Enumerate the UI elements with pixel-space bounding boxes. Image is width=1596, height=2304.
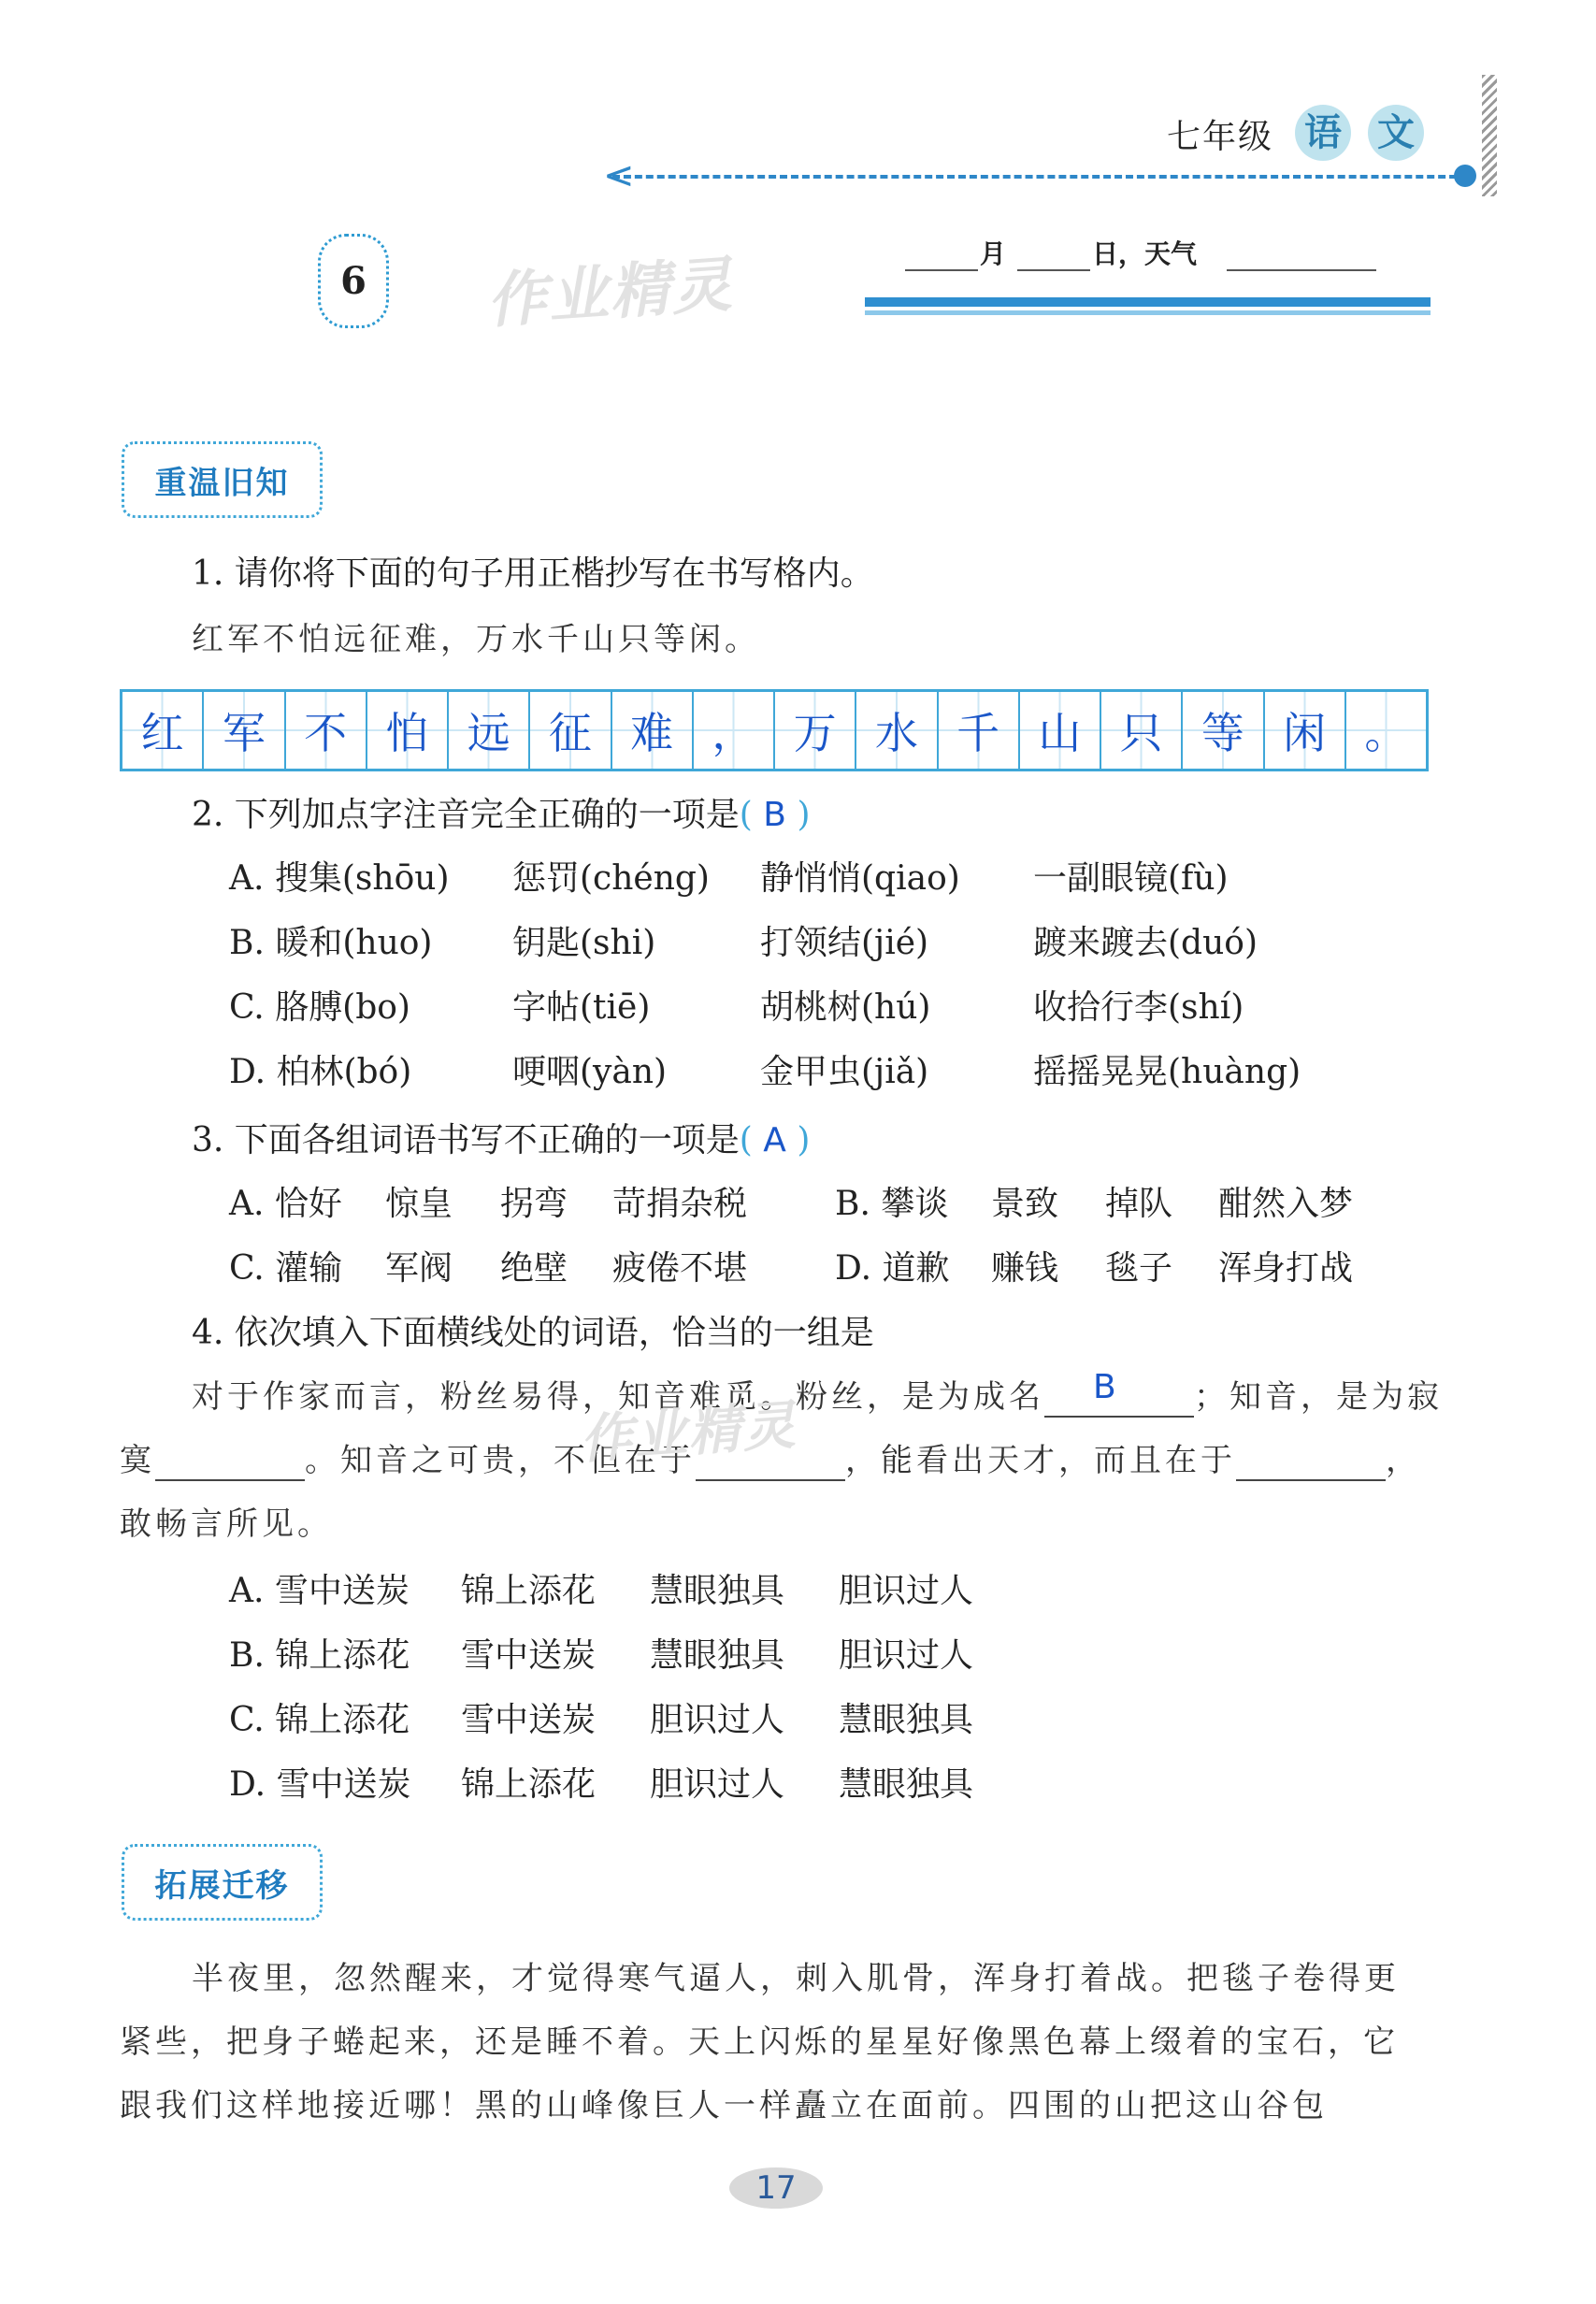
arrow-dot-icon: [1454, 165, 1476, 187]
q2-option-item: 惩罚(chéng): [512, 859, 710, 898]
q4-option-item: A. 雪中送炭: [229, 1572, 410, 1610]
extend-line-2: 紧些，把身子蜷起来，还是睡不着。天上闪烁的星星好像黑色幕上缀着的宝石，它: [120, 2023, 1399, 2061]
q4-passage-line3: 敢畅言所见。: [120, 1505, 333, 1543]
q4-prompt: 4. 依次填入下面横线处的词语，恰当的一组是: [192, 1314, 874, 1352]
q4-passage-line1: [192, 1368, 1443, 1418]
watermark-2: 作业精灵: [578, 1394, 799, 1472]
q4-line2-b: 。知音之可贵，不但在于: [305, 1442, 696, 1479]
q4-answer: B: [1093, 1368, 1120, 1406]
q2-option-item: 收拾行李(shí): [1033, 988, 1244, 1027]
q3-option-item: B. 攀谈: [835, 1185, 949, 1223]
page-number: 17: [729, 2167, 823, 2209]
q4-option-item: 锦上添花: [461, 1765, 597, 1804]
arrow-left-icon: <: [603, 154, 635, 197]
grid-cell[interactable]: 怕: [367, 692, 449, 769]
q4-line2-a: 寞: [120, 1442, 155, 1479]
q3-option-item: 赚钱: [991, 1249, 1059, 1288]
grid-cell[interactable]: 万: [775, 692, 856, 769]
q3-prompt-text: 3. 下面各组词语书写不正确的一项是: [192, 1121, 740, 1159]
q2-option-item: 金甲虫(jiǎ): [760, 1053, 929, 1091]
grid-cell[interactable]: 红: [122, 692, 204, 769]
q3-prompt: 3. 下面各组词语书写不正确的一项是( A ): [192, 1121, 811, 1159]
extend-line-1: 半夜里，忽然醒来，才觉得寒气逼人，刺入肌骨，浑身打着战。把毯子卷得更: [192, 1960, 1400, 1997]
q4-option-item: 慧眼独具: [650, 1636, 785, 1675]
q4-option-item: 胆识过人: [650, 1765, 785, 1804]
grade-label: 七年级: [1167, 118, 1274, 156]
q4-option-item: 慧眼独具: [650, 1572, 785, 1610]
lesson-number: 6: [318, 234, 389, 328]
q2-option-item: A. 搜集(shōu): [229, 859, 450, 898]
q2-prompt: 2. 下列加点字注音完全正确的一项是( B ): [192, 796, 811, 834]
q4-option-item: D. 雪中送炭: [229, 1765, 411, 1804]
subject-char-2: 文: [1368, 105, 1424, 161]
q2-prompt-text: 2. 下列加点字注音完全正确的一项是: [192, 796, 740, 834]
grid-cell[interactable]: 只: [1101, 692, 1183, 769]
q2-option-item: 一副眼镜(fù): [1033, 859, 1229, 898]
q4-option-item: 雪中送炭: [461, 1701, 597, 1739]
q2-option-item: 摇摇晃晃(huàng): [1033, 1053, 1301, 1091]
q3-option-item: 拐弯: [500, 1185, 568, 1223]
day-blank[interactable]: [1017, 234, 1090, 271]
q2-answer[interactable]: B: [763, 796, 786, 834]
day-weather-label: 日，天气: [1092, 238, 1198, 269]
q2-option-item: 静悄悄(qiao): [760, 859, 960, 898]
header-band-thin: [865, 310, 1431, 315]
section-review-label: 重温旧知: [154, 464, 290, 502]
grid-cell[interactable]: 征: [530, 692, 611, 769]
extend-line-3: 跟我们这样地接近哪！黑的山峰像巨人一样矗立在面前。四围的山把这山谷包: [120, 2087, 1328, 2124]
q3-answer[interactable]: A: [763, 1121, 786, 1159]
grid-cell[interactable]: 闲: [1265, 692, 1346, 769]
grid-cell[interactable]: 等: [1183, 692, 1264, 769]
q3-option-item: 绝壁: [500, 1249, 568, 1288]
q3-option-item: 浑身打战: [1218, 1249, 1354, 1288]
section-extend-label: 拓展迁移: [154, 1866, 290, 1905]
grid-cell[interactable]: ，: [694, 692, 775, 769]
q4-line2-d: ，: [1386, 1442, 1421, 1479]
q3-option-item: D. 道歉: [835, 1249, 950, 1288]
q4-line2-c: ，能看出天才，而且在于: [845, 1442, 1236, 1479]
grid-cell[interactable]: 水: [856, 692, 938, 769]
writing-grid[interactable]: [120, 689, 1429, 771]
dashed-arrow-line: [612, 175, 1468, 179]
q4-option-item: 雪中送炭: [461, 1636, 597, 1675]
q4-option-item: 胆识过人: [839, 1636, 974, 1675]
grid-cell[interactable]: 千: [939, 692, 1020, 769]
q4-blank-4[interactable]: [1236, 1444, 1386, 1481]
q2-option-item: 踱来踱去(duó): [1033, 924, 1258, 962]
q3-option-item: 毯子: [1105, 1249, 1173, 1288]
binding-spiral: [1482, 75, 1497, 196]
q3-option-item: 军阀: [385, 1249, 453, 1288]
q2-option-item: 哽咽(yàn): [512, 1053, 668, 1091]
q2-option-item: 打领结(jié): [760, 924, 929, 962]
q2-option-item: B. 暖和(huo): [229, 924, 433, 962]
q4-option-item: 慧眼独具: [839, 1765, 974, 1804]
q4-option-item: C. 锦上添花: [229, 1701, 410, 1739]
weather-blank[interactable]: [1227, 234, 1376, 271]
q4-line1-tail: ；知音，是为寂: [1194, 1378, 1443, 1416]
q2-option-item: 钥匙(shi): [512, 924, 656, 962]
section-extend-title: [122, 1844, 323, 1921]
month-blank[interactable]: [905, 234, 978, 271]
grid-cell[interactable]: 远: [449, 692, 530, 769]
q3-option-item: A. 恰好: [229, 1185, 342, 1223]
watermark: 作业精灵: [484, 250, 736, 338]
q2-option-item: 字帖(tiē): [512, 988, 651, 1027]
q4-blank-2[interactable]: [155, 1444, 305, 1481]
grid-cell[interactable]: 军: [204, 692, 285, 769]
q3-option-item: 疲倦不堪: [612, 1249, 748, 1288]
q4-option-item: B. 锦上添花: [229, 1636, 410, 1675]
header-band: [865, 297, 1431, 307]
q1-prompt: 1. 请你将下面的句子用正楷抄写在书写格内。: [192, 554, 874, 593]
q4-option-item: 锦上添花: [461, 1572, 597, 1610]
section-review-title: [122, 441, 323, 518]
q2-option-item: D. 柏林(bó): [229, 1053, 412, 1091]
grid-cell[interactable]: 难: [612, 692, 694, 769]
q3-option-item: 掉队: [1105, 1185, 1173, 1223]
grid-cell[interactable]: 。: [1346, 692, 1426, 769]
grid-cell[interactable]: 不: [286, 692, 367, 769]
q2-option-item: 胡桃树(hú): [760, 988, 931, 1027]
q4-blank-1[interactable]: [1044, 1368, 1194, 1418]
q3-option-item: 景致: [991, 1185, 1059, 1223]
q2-option-item: C. 胳膊(bo): [229, 988, 410, 1027]
month-label: 月: [980, 238, 1007, 269]
q3-option-item: C. 灌输: [229, 1249, 343, 1288]
q4-line1-text: 对于作家而言，粉丝易得，知音难觅。粉丝，是为成名: [192, 1378, 1044, 1416]
subject-char-1: 语: [1295, 105, 1351, 161]
q3-option-item: 酣然入梦: [1218, 1185, 1354, 1223]
grid-cell[interactable]: 山: [1020, 692, 1101, 769]
q3-option-item: 惊皇: [385, 1185, 453, 1223]
q4-option-item: 胆识过人: [650, 1701, 785, 1739]
q4-option-item: 胆识过人: [839, 1572, 974, 1610]
q1-sentence: 红军不怕远征难，万水千山只等闲。: [192, 621, 760, 658]
q3-option-item: 苛捐杂税: [612, 1185, 748, 1223]
q4-option-item: 慧眼独具: [839, 1701, 974, 1739]
